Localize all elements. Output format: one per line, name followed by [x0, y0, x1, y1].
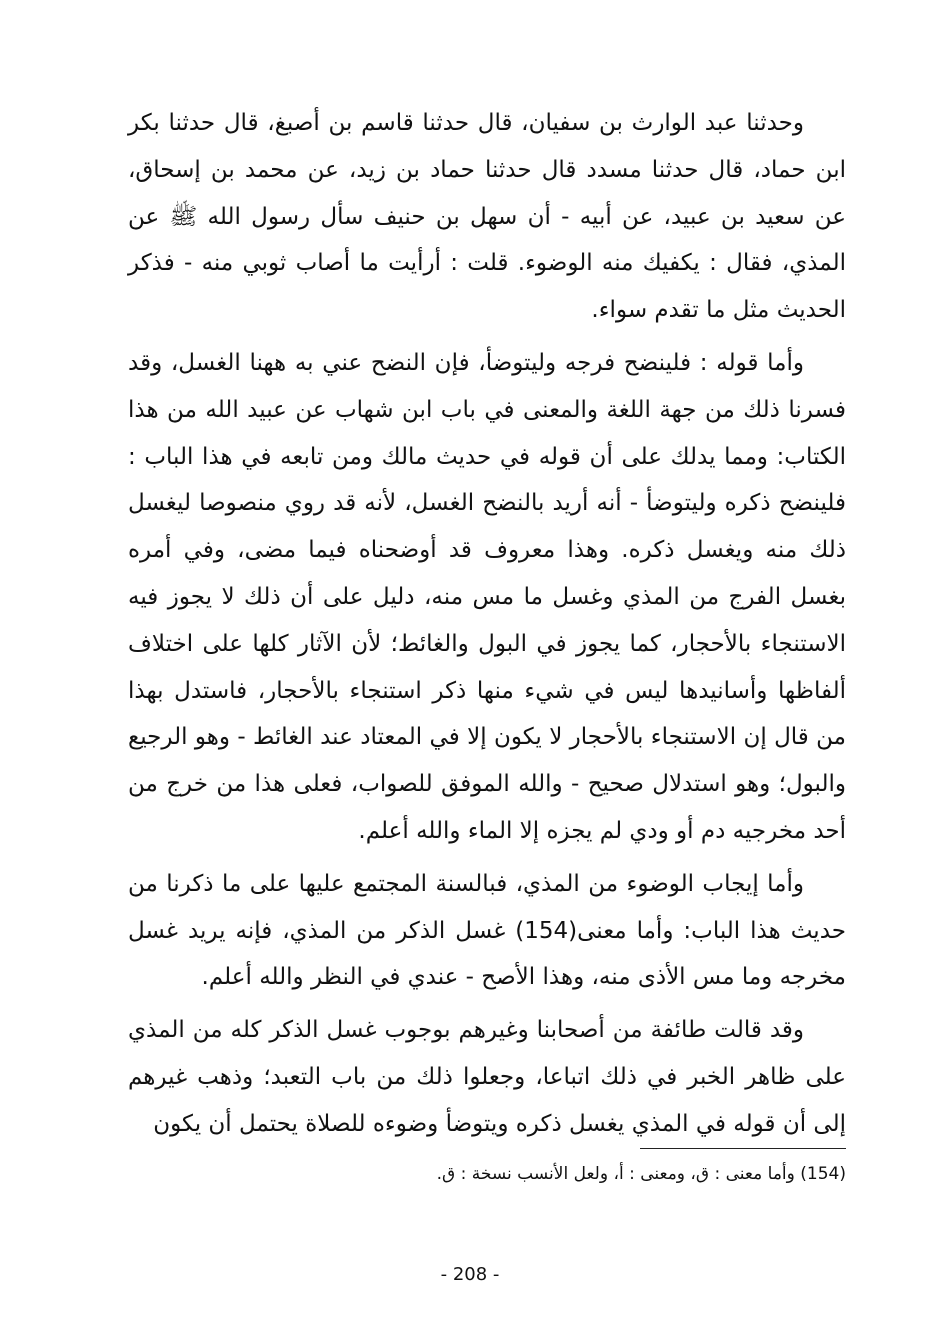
paragraph-2: وأما قوله : فلينضح فرجه وليتوضأ، فإن النضح عني به ههنا الغسل، وقد فسرنا ذلك من جهة اللغة والمعنى في باب ابن شهاب عن عبيد الله من هذا الكتاب: ومما يدلك على أن قوله في حديث مالك ومن تابعه في هذا الباب : فلينضح ذكره وليتوضأ - أنه أريد بالنضح الغسل، لأنه قد روي منصوصا ليغسل ذلك منه ويغسل ذكره. وهذا معروف قد أوضحناه فيما مضى، وفي أمره بغسل الفرج من المذي وغسل ما مس منه، دليل على أن ذلك لا يجوز فيه الاستنجاء بالأحجار، كما يجوز في البول والغائط؛ لأن الآثار كلها على اختلاف ألفاظها وأسانيدها ليس في شيء منها ذكر استنجاء بالأحجار، فاستدل بهذا من قال إن الاستنجاء بالأحجار لا يكون إلا في المعتاد عند الغائط - وهو الرجيع والبول؛ وهو استدلال صحيح - والله الموفق للصواب، فعلى هذا من خرج من أحد مخرجيه دم أو ودي لم يجزه إلا الماء والله أعلم. — [128, 349, 846, 844]
main-text — [128, 100, 846, 1154]
footnote-divider — [640, 1148, 846, 1149]
paragraph-1: وحدثنا عبد الوارث بن سفيان، قال حدثنا قاسم بن أصبغ، قال حدثنا بكر ابن حماد، قال حدثنا مسدد قال حدثنا حماد بن زيد، عن محمد بن إسحاق، عن سعيد بن عبيد، عن أبيه - أن سهل بن حنيف سأل رسول الله ﷺ عن المذي، فقال : يكفيك منه الوضوء. قلت : أرأيت ما أصاب ثوبي منه - فذكر الحديث مثل ما تقدم سواء. — [128, 110, 846, 324]
paragraph-4: وقد قالت طائفة من أصحابنا وغيرهم بوجوب غسل الذكر كله من المذي على ظاهر الخبر في ذلك اتباعا، وجعلوا ذلك من باب التعبد؛ وذهب غيرهم إلى أن قوله في المذي يغسل ذكره ويتوضأ وضوءه للصلاة يحتمل أن يكون — [128, 1017, 846, 1137]
footnote: (154) وأما معنى : ق، ومعنى : أ، ولعل الأنسب نسخة : ق. — [436, 1164, 846, 1184]
paragraph-3: وأما إيجاب الوضوء من المذي، فبالسنة المجتمع عليها على ما ذكرنا من حديث هذا الباب: وأما معنى(154) غسل الذكر من المذي، فإنه يريد غسل مخرجه وما مس الأذى منه، وهذا الأصح - عندي في النظر والله أعلم. — [128, 870, 846, 991]
page-number: - 208 - — [440, 1264, 500, 1285]
